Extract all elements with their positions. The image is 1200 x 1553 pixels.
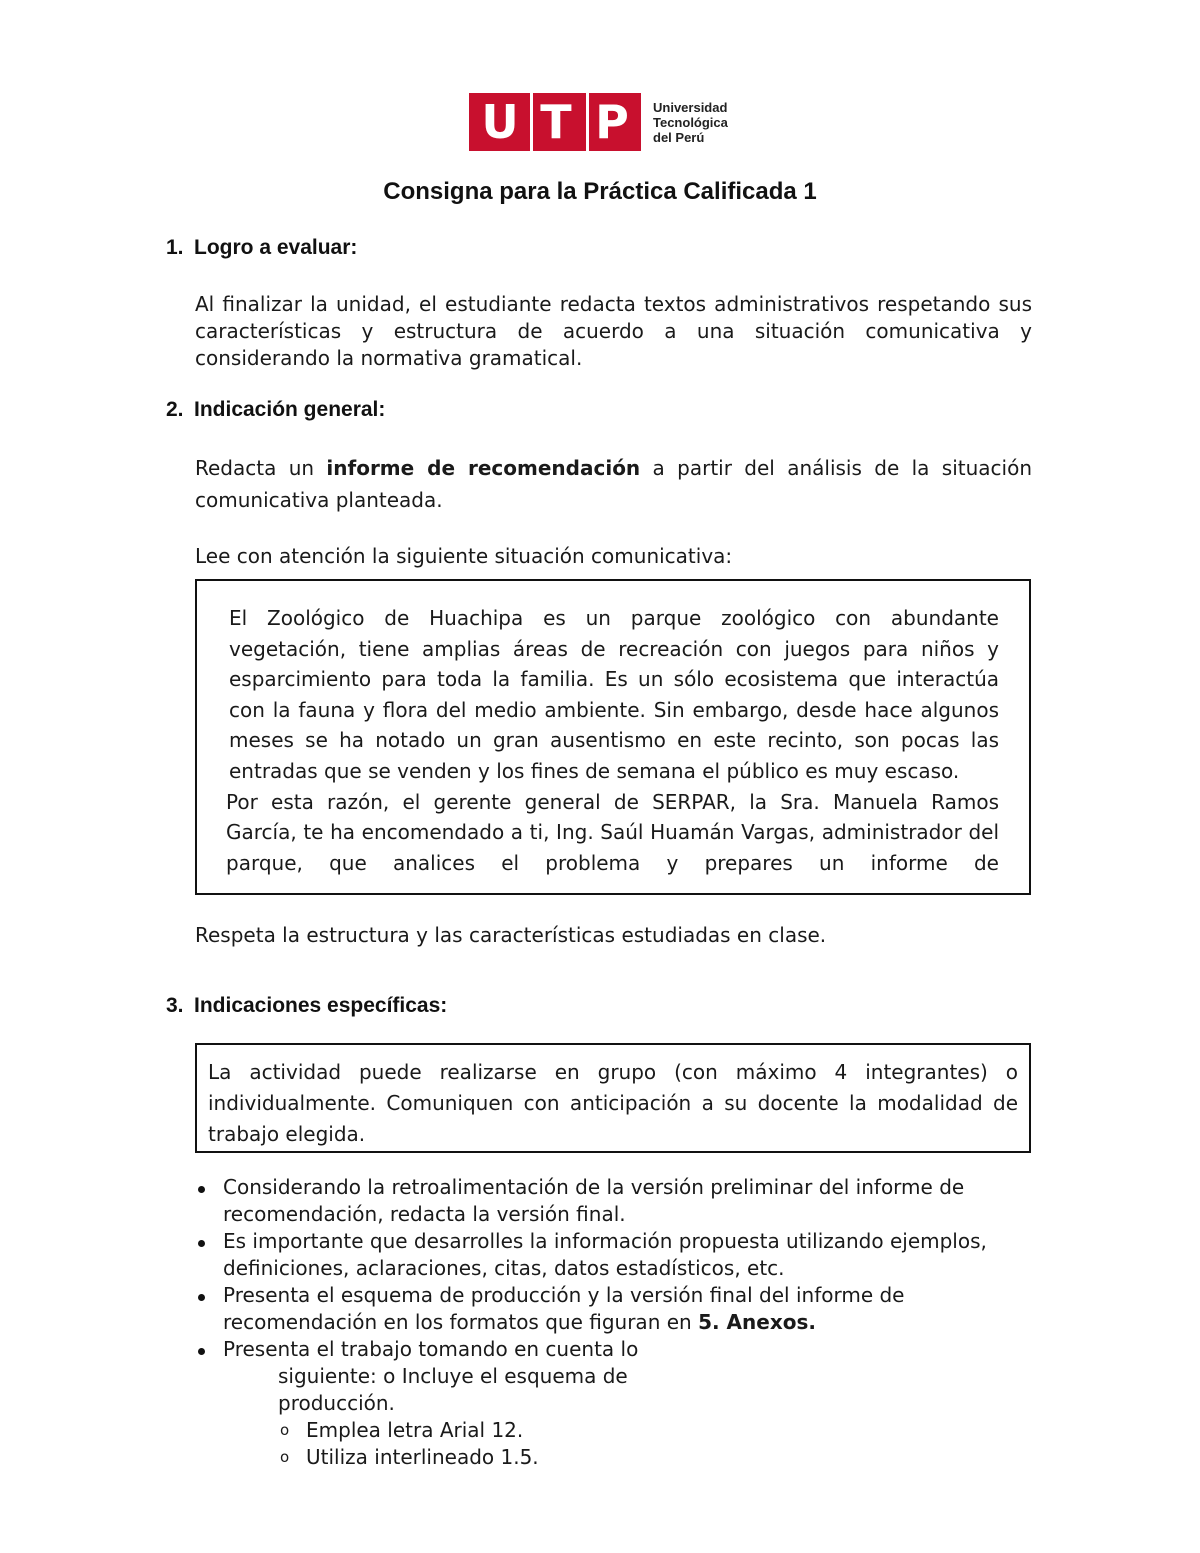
list-item-text: Es importante que desarrolles la información propuesta utilizando ejemplos, definiciones, aclaraciones, citas, datos estadísticos, etc. xyxy=(223,1229,987,1280)
list-item-text: Considerando la retroalimentación de la versión preliminar del informe de recomendación, redacta la versión final. xyxy=(223,1175,965,1226)
section-2-lead: Lee con atención la siguiente situación comunicativa: xyxy=(195,544,733,568)
section-heading-2 xyxy=(166,398,385,422)
logo-letter-t: T xyxy=(540,95,572,149)
bullet-icon xyxy=(198,1240,205,1247)
sub-list-item-text: Emplea letra Arial 12. xyxy=(306,1418,524,1442)
list-item-continuation: producción. xyxy=(278,1391,395,1415)
section-title: Logro a evaluar: xyxy=(194,236,358,259)
logo-letter-u: U xyxy=(481,95,519,149)
logo-line: Tecnológica xyxy=(653,115,728,130)
section-number: 3. xyxy=(166,994,184,1017)
case-situation-box xyxy=(195,579,1031,895)
section-2-body xyxy=(195,452,1032,516)
list-item xyxy=(195,1228,995,1282)
body-bold-text: informe de recomendación xyxy=(326,456,641,480)
logo-line: Universidad xyxy=(653,100,728,115)
bullet-icon xyxy=(198,1348,205,1355)
specific-indications-list xyxy=(195,1174,995,1471)
section-title: Indicación general: xyxy=(194,398,386,421)
body-text: Redacta un xyxy=(195,456,327,480)
activity-modality-box xyxy=(195,1043,1031,1153)
section-number: 2. xyxy=(166,398,184,421)
list-item xyxy=(195,1282,995,1336)
case-paragraph-2: Por esta razón, el gerente general de SERPAR, la Sra. Manuela Ramos García, te ha encomendado a ti, Ing. Saúl Huamán Vargas, administrador del parque, que analices el problema y prepares un informe de xyxy=(226,789,999,875)
sub-list-item xyxy=(195,1444,995,1471)
bullet-icon xyxy=(198,1294,205,1301)
sub-bullet-icon: o xyxy=(280,1448,290,1466)
section-heading-1 xyxy=(166,236,357,260)
section-1-body: Al finalizar la unidad, el estudiante redacta textos administrativos respetando sus características y estructura de acuerdo a una situación comunicativa y considerando la normativa gramatical. xyxy=(195,292,1032,370)
section-number: 1. xyxy=(166,236,184,259)
list-item-text: Presenta el trabajo tomando en cuenta lo xyxy=(223,1337,639,1361)
section-2-closing: Respeta la estructura y las características estudiadas en clase. xyxy=(195,923,827,947)
logo-letter-p: P xyxy=(595,95,629,149)
section-heading-3 xyxy=(166,994,447,1018)
bullet-icon xyxy=(198,1186,205,1193)
activity-modality-text: La actividad puede realizarse en grupo (con máximo 4 integrantes) o individualmente. Comuniquen con anticipación a su docente la modalidad de trabajo elegida. xyxy=(208,1060,1018,1146)
list-item-continuation: siguiente: o Incluye el esquema de xyxy=(278,1364,628,1388)
sub-list-item-text: Utiliza interlineado 1.5. xyxy=(306,1445,539,1469)
section-title: Indicaciones específicas: xyxy=(194,994,448,1017)
list-item xyxy=(195,1174,995,1228)
body-text: a partir del análisis de la situación comunicativa planteada. xyxy=(195,456,1032,512)
case-paragraph-1: El Zoológico de Huachipa es un parque zoológico con abundante vegetación, tiene amplias áreas de recreación con juegos para niños y esparcimiento para toda la familia. Es un sólo ecosistema que interactúa con la fauna y flora del medio ambiente. Sin embargo, desde hace algunos meses se ha notado un gran ausentismo en este recinto, son pocas las entradas que se venden y los fines de semana el público es muy escaso. xyxy=(229,606,999,783)
sub-bullet-icon: o xyxy=(280,1421,290,1439)
utp-logo xyxy=(469,93,641,151)
page-title: Consigna para la Práctica Calificada 1 xyxy=(383,178,817,205)
sub-list-item xyxy=(195,1417,995,1444)
logo-institution-name xyxy=(653,100,728,145)
list-item-text: Presenta el esquema de producción y la versión final del informe de recomendación en los formatos que figuran en xyxy=(223,1283,905,1334)
logo-line: del Perú xyxy=(653,130,705,145)
list-item xyxy=(195,1336,995,1363)
annex-reference: 5. Anexos. xyxy=(698,1310,816,1334)
